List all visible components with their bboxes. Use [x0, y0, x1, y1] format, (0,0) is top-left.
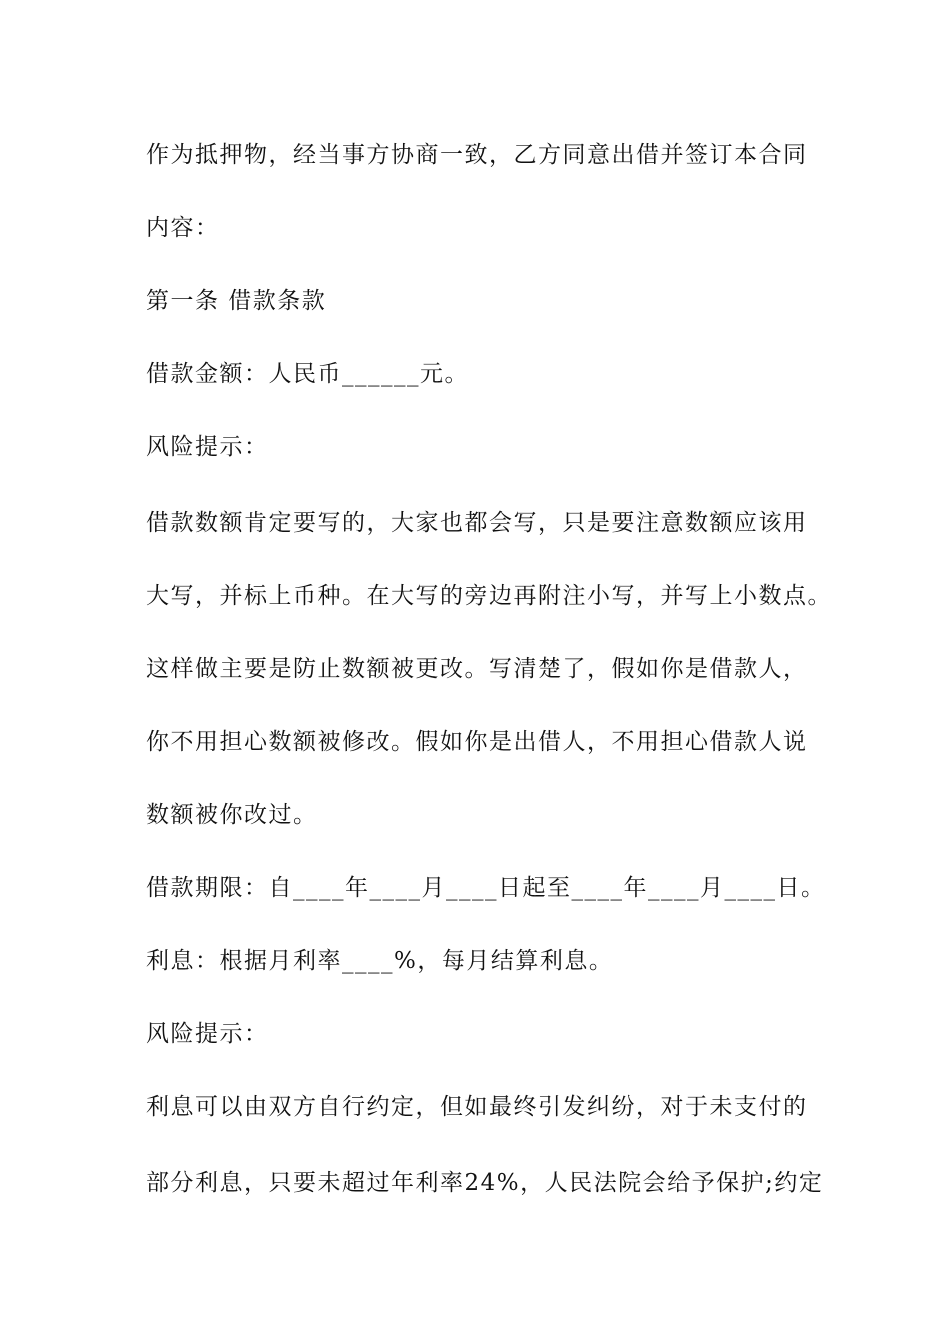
loan-amount-line: 借款金额：人民币______元。 — [146, 361, 469, 387]
text-line: 你不用担心数额被修改。假如你是出借人，不用担心借款人说 — [146, 729, 808, 755]
text-line: 数额被你改过。 — [146, 802, 318, 828]
interest-line: 利息：根据月利率____%，每月结算利息。 — [146, 948, 614, 974]
risk-notice-label: 风险提示： — [146, 1021, 269, 1047]
text-line: 内容： — [146, 215, 220, 241]
risk-notice-label: 风险提示： — [146, 434, 269, 460]
text-line: 部分利息，只要未超过年利率24%，人民法院会给予保护;约定 — [146, 1170, 824, 1196]
text-line: 大写，并标上币种。在大写的旁边再附注小写，并写上小数点。 — [146, 583, 832, 609]
article-heading: 第一条 借款条款 — [146, 288, 327, 314]
text-line: 借款数额肯定要写的，大家也都会写，只是要注意数额应该用 — [146, 510, 808, 536]
text-line: 这样做主要是防止数额被更改。写清楚了，假如你是借款人， — [146, 656, 808, 682]
text-line: 利息可以由双方自行约定，但如最终引发纠纷，对于未支付的 — [146, 1094, 808, 1120]
text-line: 作为抵押物，经当事方协商一致，乙方同意出借并签订本合同 — [146, 142, 808, 168]
loan-term-line: 借款期限：自____年____月____日起至____年____月____日。 — [146, 875, 826, 901]
